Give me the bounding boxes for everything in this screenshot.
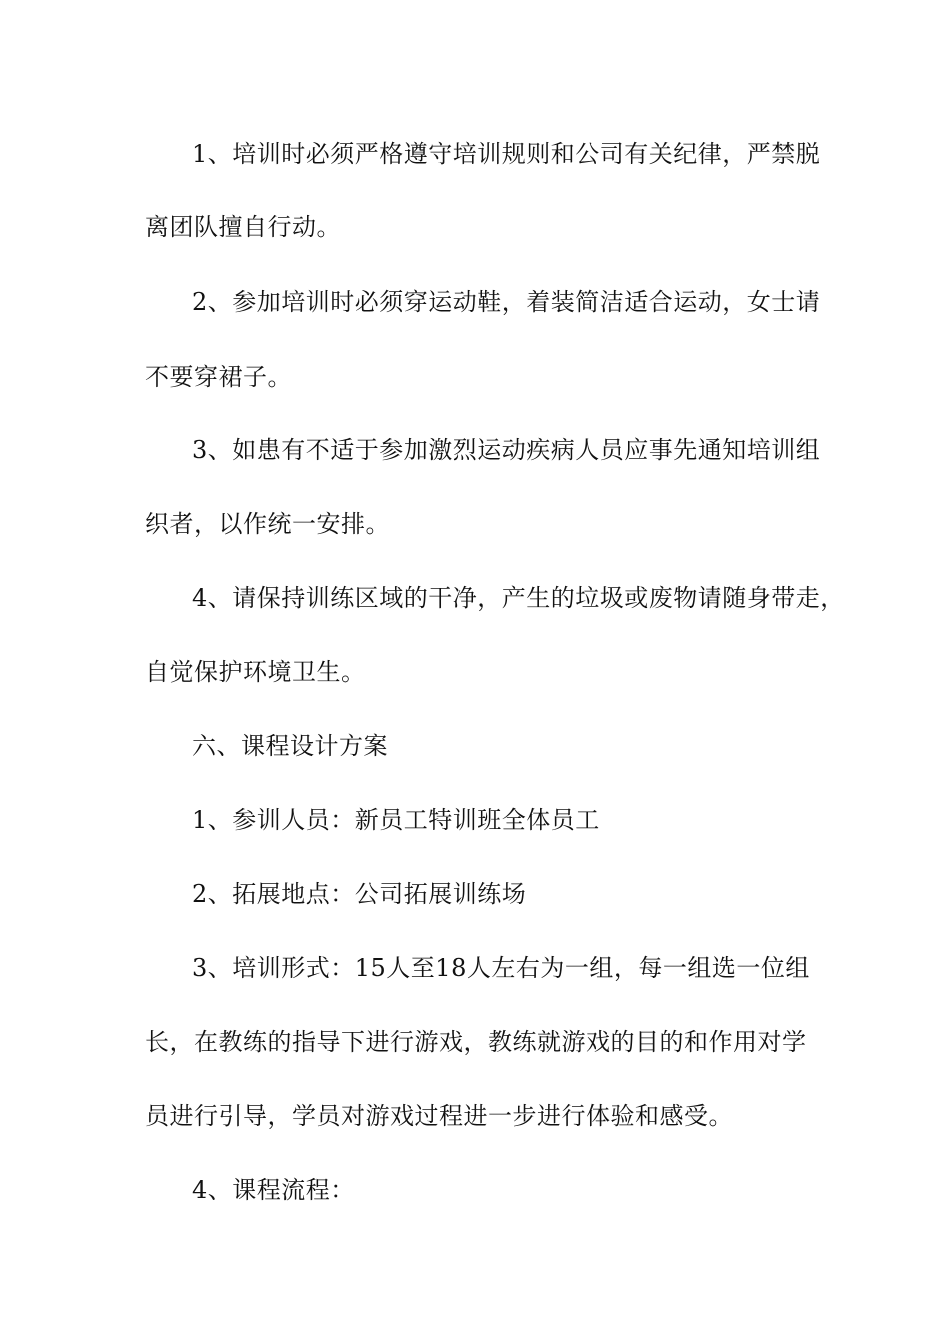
rule-4-line-1: 4、请保持训练区域的干净，产生的垃圾或废物请随身带走， (192, 584, 845, 612)
course-item-location: 2、拓展地点：公司拓展训练场 (192, 880, 527, 908)
rule-2-line-1: 2、参加培训时必须穿运动鞋，着装简洁适合运动，女士请 (192, 288, 821, 316)
section-heading: 六、课程设计方案 (192, 732, 388, 760)
rule-4-line-2: 自觉保护环境卫生。 (145, 658, 366, 686)
rule-1-line-2: 离团队擅自行动。 (145, 213, 341, 241)
rule-3-line-1: 3、如患有不适于参加激烈运动疾病人员应事先通知培训组 (192, 436, 821, 464)
course-item-process: 4、课程流程： (192, 1176, 355, 1204)
rule-2-line-2: 不要穿裙子。 (145, 363, 292, 391)
course-item-format-line-3: 员进行引导，学员对游戏过程进一步进行体验和感受。 (145, 1102, 733, 1130)
rule-3-line-2: 织者，以作统一安排。 (145, 510, 390, 538)
course-item-participants: 1、参训人员：新员工特训班全体员工 (192, 806, 600, 834)
course-item-format-line-2: 长，在教练的指导下进行游戏，教练就游戏的目的和作用对学 (145, 1028, 807, 1056)
rule-1-line-1: 1、培训时必须严格遵守培训规则和公司有关纪律，严禁脱 (192, 140, 821, 168)
course-item-format-line-1: 3、培训形式：15人至18人左右为一组，每一组选一位组 (192, 954, 810, 982)
